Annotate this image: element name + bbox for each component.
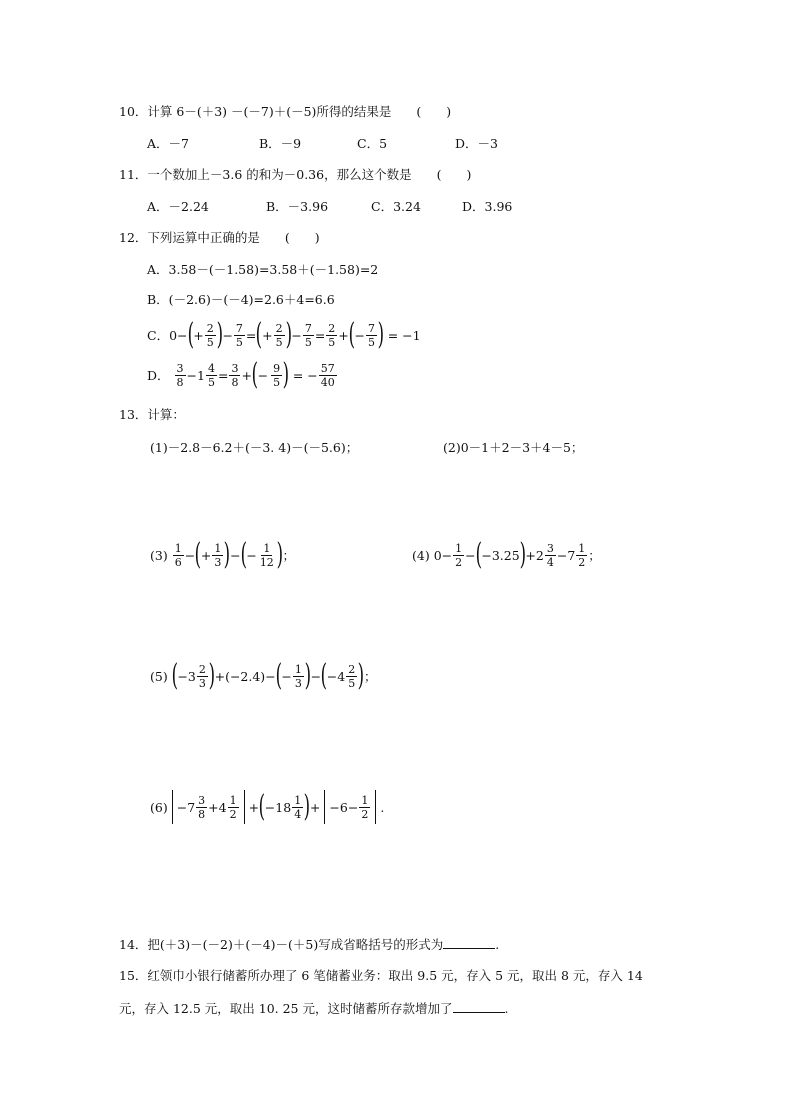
q12-option-d: D． 3 8 − 1 $\frac{4}{5}$ = $\frac{3}{8}$ + ( − 9 5 ) = − $\frac{57}{40}$ [147,357,335,392]
q11-option-b: B．－3.96 [266,199,329,214]
q10-option-d: D．－3 [455,136,498,151]
q13-part-6: (6) −7 3 8 + 4 1 2 + ( −18 1 4 ) + −6 − $\frac{1}{2}$ . [150,789,385,824]
q11-option-a: A．－2.24 [147,199,209,214]
q10-stem: 10．计算 6－(＋3) －(－7)＋(－5)所得的结果是 ( ) [119,104,452,119]
q12-option-c: C． 0 − ( + $\frac{2}{5}$ ) − $\frac{7}{5}$ = ( + $\frac{2}{5}$ ) − $\frac{7}{5}$ = $\frac{2}{5}$ + ( − $\frac{7}{5}$ ) = −1 [147,317,421,352]
q10-option-c: C．5 [357,136,388,151]
q12-option-b: B．(－2.6)－(－4)=2.6＋4=6.6 [147,292,335,307]
q10-option-b: B．－9 [259,136,302,151]
q13-part-4: (4) 0 − $\frac{1}{2}$ − ( −3.25 ) + 2 3 4 − 7 1 2 ； [412,537,601,572]
q13-stem: 13．计算： [119,407,185,422]
q15-answer-blank[interactable] [453,1000,505,1013]
q14-answer-blank[interactable] [443,936,495,949]
q13-part-1: (1)－2.8－6.2＋(－3. 4)－(－5.6)； [150,440,359,455]
q15-line-2: 元，存入 12.5 元，取出 10. 25 元，这时储蓄所存款增加了 . [119,1001,509,1016]
q13-part-3: (3) 1 6 − ( + $\frac{1}{3}$ ) − ( − $\frac{1}{12}$ ) ； [150,537,296,572]
q11-option-c: C．3.24 [371,199,421,214]
q11-stem: 11．一个数加上－3.6 的和为－0.36，那么这个数是 ( ) [119,167,472,182]
q15-line-1: 15．红领巾小银行储蓄所办理了 6 笔储蓄业务：取出 9.5 元，存入 5 元，取出 8 元，存入 14 [119,968,643,983]
q13-part-2: (2)0－1＋2－3＋4－5； [443,440,584,455]
q10-option-a: A．－7 [147,136,189,151]
q12-option-a: A．3.58－(－1.58)=3.58＋(－1.58)=2 [147,262,379,277]
q12-stem: 12．下列运算中正确的是 ( ) [119,230,320,245]
q11-option-d: D．3.96 [462,199,513,214]
q13-part-5: (5) ( −3 2 3 ) + (−2.4) − ( − $\frac{1}{3}$ ) − ( −4 2 5 ) ； [150,658,377,693]
q14-text: 14．把(＋3)－(－2)＋(－4)－(＋5)写成省略括号的形式为 . [119,937,500,952]
